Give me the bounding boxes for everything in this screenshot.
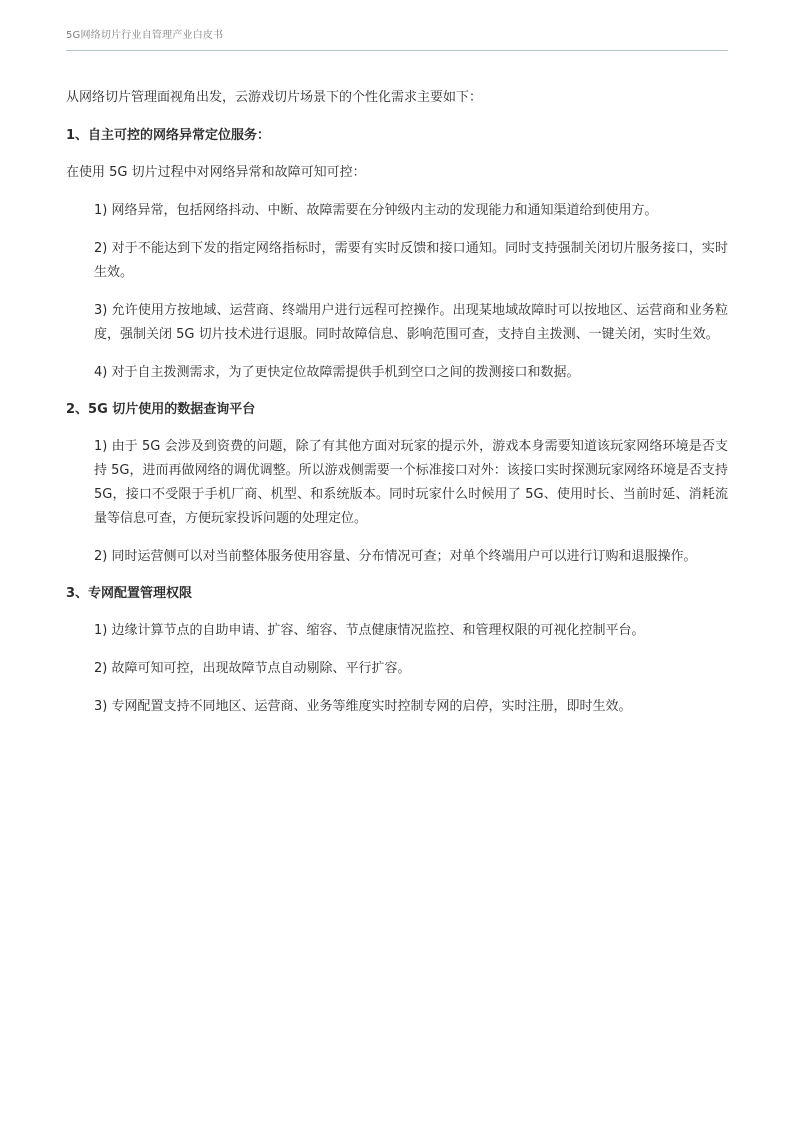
document-body (66, 86, 728, 733)
section-2-title: 2、5G 切片使用的数据查询平台 (66, 402, 256, 417)
section-1-item-3: 3) 允许使用方按地域、运营商、终端用户进行远程可控操作。出现某地域故障时可以按地区、运营商和业务粒度，强制关闭 5G 切片技术进行退服。同时故障信息、影响范围可查，支持自主拨测、一键关闭，实时生效。 (94, 303, 728, 342)
intro-paragraph: 从网络切片管理面视角出发，云游戏切片场景下的个性化需求主要如下： (66, 90, 483, 105)
header-divider (66, 50, 728, 51)
section-3-item-3: 3) 专网配置支持不同地区、运营商、业务等维度实时控制专网的启停，实时注册，即时生效。 (94, 699, 632, 714)
section-2-item-1: 1) 由于 5G 会涉及到资费的问题，除了有其他方面对玩家的提示外，游戏本身需要知道该玩家网络环境是否支持 5G，进而再做网络的调优调整。所以游戏侧需要一个标准接口对外：该接口实时探测玩家网络环境是否支持 5G，接口不受限于手机厂商、机型、和系统版本。同时玩家什么时候用了 5G、使用时长、当前时延、消耗流量等信息可查，方便玩家投诉问题的处理定位。 (94, 439, 728, 526)
section-1-title: 1、自主可控的网络异常定位服务： (66, 128, 271, 143)
section-1-item-4: 4) 对于自主拨测需求，为了更快定位故障需提供手机到空口之间的拨测接口和数据。 (94, 365, 580, 380)
section-1-item-2: 2) 对于不能达到下发的指定网络指标时，需要有实时反馈和接口通知。同时支持强制关闭切片服务接口，实时生效。 (94, 241, 728, 280)
section-2-item-2: 2) 同时运营侧可以对当前整体服务使用容量、分布情况可查；对单个终端用户可以进行订购和退服操作。 (94, 549, 697, 564)
section-3-item-1: 1) 边缘计算节点的自助申请、扩容、缩容、节点健康情况监控、和管理权限的可视化控制平台。 (94, 623, 645, 638)
running-header: 5G网络切片行业自管理产业白皮书 (66, 30, 224, 41)
section-1-lead: 在使用 5G 切片过程中对网络异常和故障可知可控： (66, 165, 366, 180)
section-3-title: 3、专网配置管理权限 (66, 586, 193, 601)
section-3-item-2: 2) 故障可知可控，出现故障节点自动剔除、平行扩容。 (94, 661, 411, 676)
section-1-item-1: 1) 网络异常，包括网络抖动、中断、故障需要在分钟级内主动的发现能力和通知渠道给到使用方。 (94, 203, 658, 218)
